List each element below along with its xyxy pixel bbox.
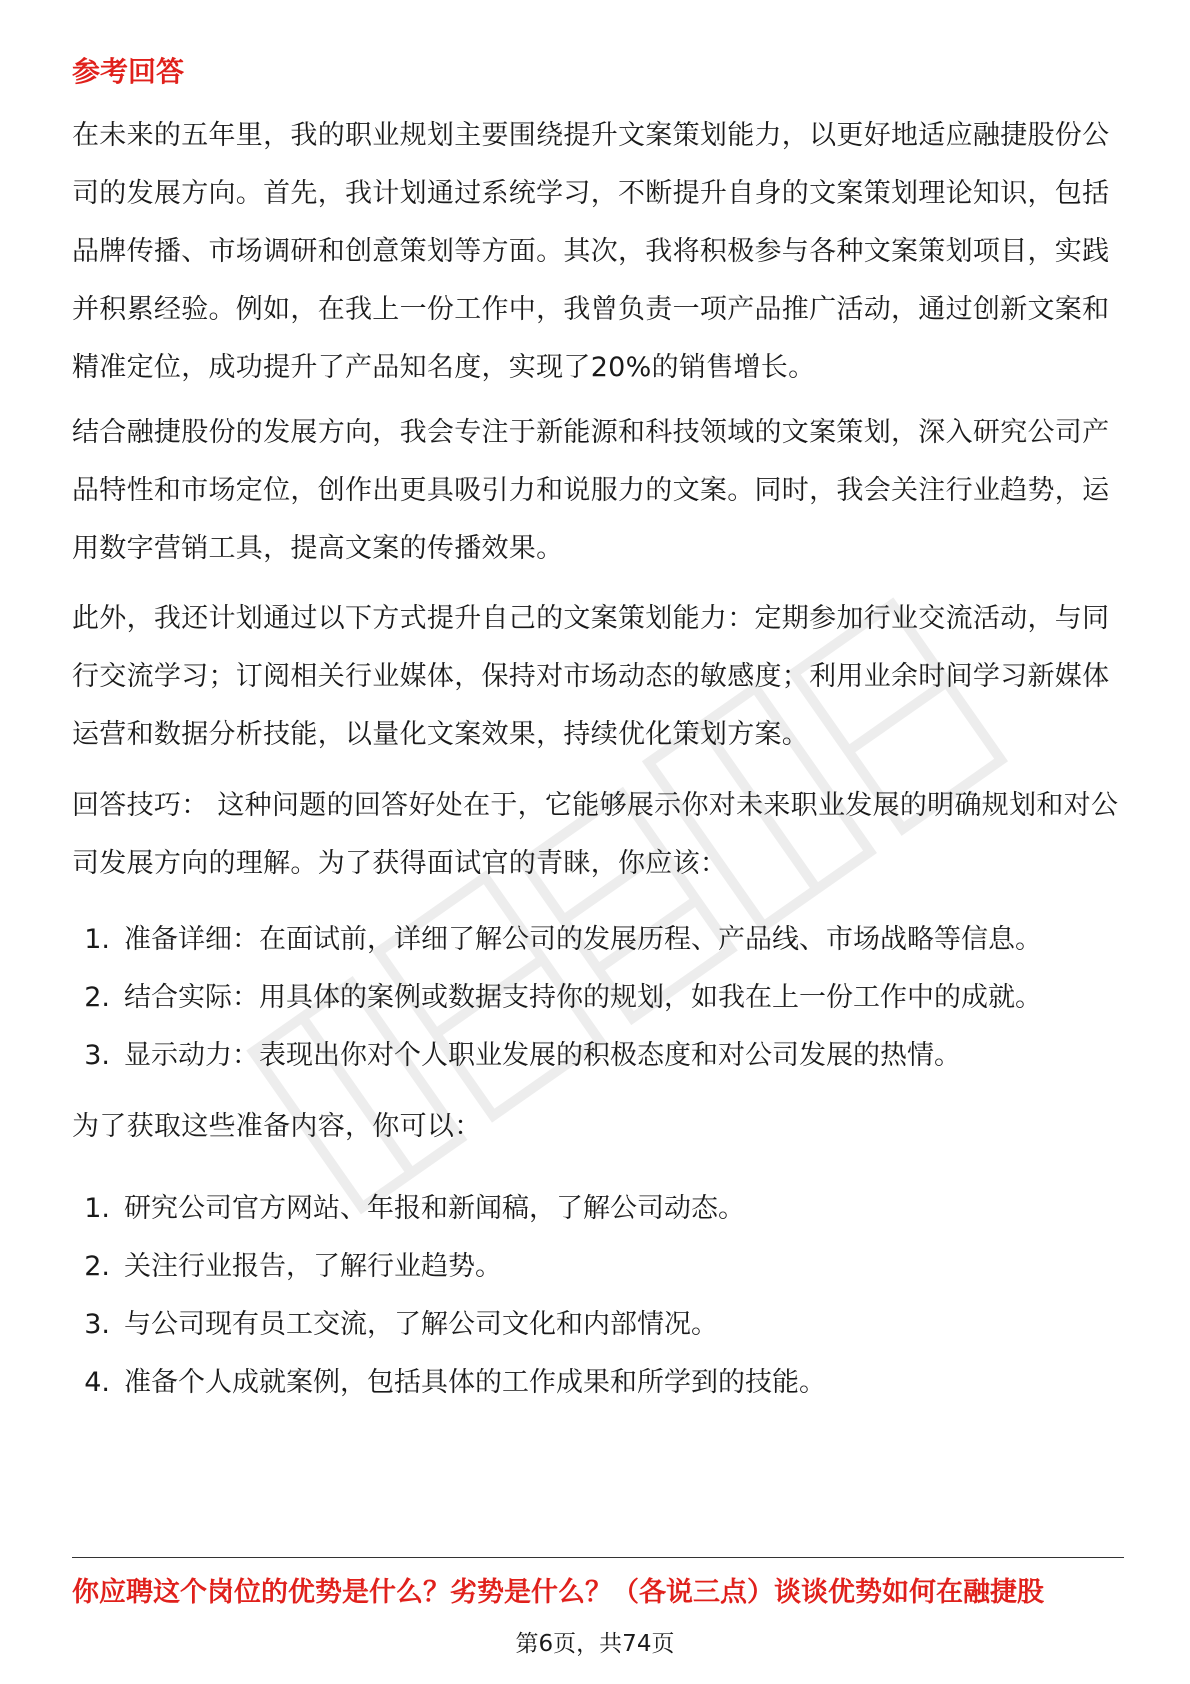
list-item: 1. 准备详细：在面试前，详细了解公司的发展历程、产品线、市场战略等信息。	[84, 924, 1042, 955]
tips-list	[72, 911, 1124, 1085]
list-item: 4. 准备个人成就案例，包括具体的工作成果和所学到的技能。	[84, 1367, 826, 1398]
answer-paragraph-3: 此外，我还计划通过以下方式提升自己的文案策划能力：定期参加行业交流活动，与同行交流学习；订阅相关行业媒体，保持对市场动态的敏感度；利用业余时间学习新媒体运营和数据分析技能，以量化文案效果，持续优化策划方案。	[72, 603, 1110, 750]
section-divider	[72, 1557, 1124, 1558]
page-number: 第6页，共74页	[515, 1631, 675, 1657]
list-item: 3. 显示动力：表现出你对个人职业发展的积极态度和对公司发展的热情。	[84, 1040, 961, 1071]
list-item: 3. 与公司现有员工交流，了解公司文化和内部情况。	[84, 1309, 718, 1340]
answer-paragraph-1: 在未来的五年里，我的职业规划主要围绕提升文案策划能力，以更好地适应融捷股份公司的发展方向。首先，我计划通过系统学习，不断提升自身的文案策划理论知识，包括品牌传播、市场调研和创意策划等方面。其次，我将积极参与各种文案策划项目，实践并积累经验。例如，在我上一份工作中，我曾负责一项产品推广活动，通过创新文案和精准定位，成功提升了产品知名度，实现了20%的销售增长。	[72, 120, 1110, 383]
prep-intro: 为了获取这些准备内容，你可以：	[72, 1111, 482, 1142]
list-item: 1. 研究公司官方网站、年报和新闻稿，了解公司动态。	[84, 1193, 745, 1224]
answer-tips-paragraph: 回答技巧： 这种问题的回答好处在于，它能够展示你对未来职业发展的明确规划和对公司发展方向的理解。为了获得面试官的青睐，你应该：	[72, 790, 1119, 879]
document-page	[72, 0, 1124, 1684]
list-item: 2. 结合实际：用具体的案例或数据支持你的规划，如我在上一份工作中的成就。	[84, 982, 1042, 1013]
answer-paragraph-2: 结合融捷股份的发展方向，我会专注于新能源和科技领域的文案策划，深入研究公司产品特性和市场定位，创作出更具吸引力和说服力的文案。同时，我会关注行业趋势，运用数字营销工具，提高文案的传播效果。	[72, 417, 1110, 564]
next-question-heading: 你应聘这个岗位的优势是什么？劣势是什么？（各说三点）谈谈优势如何在融捷股	[72, 1577, 1044, 1608]
section-title: 参考回答	[72, 55, 185, 88]
prep-list	[72, 1180, 1124, 1412]
list-item: 2. 关注行业报告，了解行业趋势。	[84, 1251, 502, 1282]
